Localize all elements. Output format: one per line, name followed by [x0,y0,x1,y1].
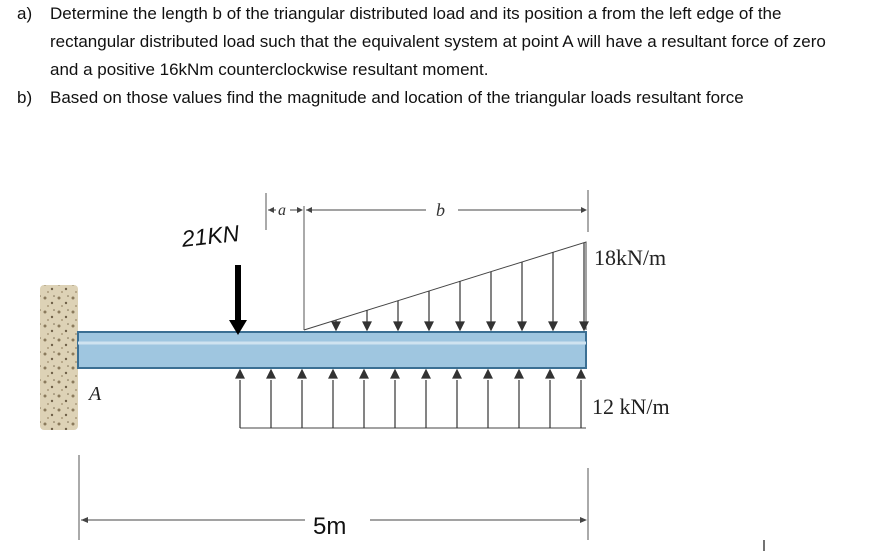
part-b-text: Based on those values find the magnitude and location of the triangular loads resultant force [50,88,744,107]
point-a-label: A [89,383,102,405]
dim-b-label: b [436,200,445,220]
triangular-load-outline [304,242,586,330]
point-load-label: 21KN [180,219,241,252]
fixed-wall-support [40,285,78,430]
dim-a-label: a [278,202,286,219]
part-b-marker: b) [17,88,33,107]
part-a-marker: a) [17,4,33,23]
triangular-load-label: 18kN/m [594,245,667,270]
part-a-text: Determine the length b of the triangular distributed load and its position a from the left edge of the rectangular distributed load such that the equivalent system at point A will have a resultant force of zero and a positive 16kNm counterclockwise resultant moment. [50,4,826,79]
beam [78,332,586,368]
uniform-load-label: 12 kN/m [592,394,670,419]
uniform-load-arrows [236,370,585,428]
triangular-load-arrows [332,243,588,330]
span-label: 5m [313,513,347,540]
